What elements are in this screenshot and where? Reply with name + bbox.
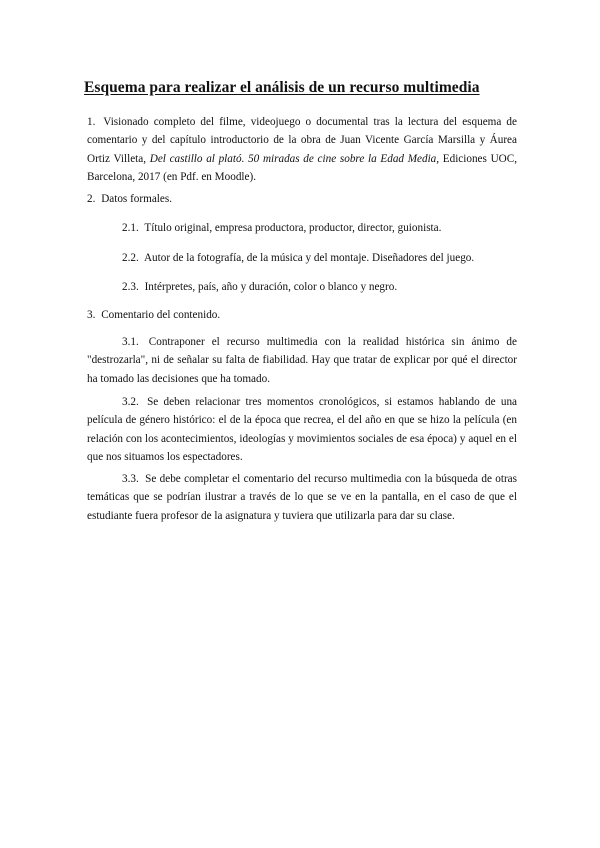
item-2-heading: [87, 190, 517, 208]
subitem-3-1: [87, 333, 517, 388]
subitem-3-2-number: 3.2.: [122, 396, 139, 408]
subitem-2-3-text: Intérpretes, país, año y duración, color o blanco y negro.: [144, 281, 398, 293]
item-3-number: 3.: [87, 309, 96, 321]
subitem-3-1-text: Contraponer el recurso multimedia con la realidad histórica sin ánimo de "destrozarla", ni de señalar su falta de fiabilidad. Hay que tratar de explicar por qué el director ha tomado las decisiones que ha tomado.: [87, 336, 517, 385]
item-3-heading: [87, 306, 517, 324]
item-2-number: 2.: [87, 193, 96, 205]
subitem-2-2-number: 2.2.: [122, 252, 139, 264]
item-1-text-after: , Ediciones UOC, Barcelona, 2017 (en Pdf. en Moodle).: [87, 152, 517, 184]
book-title: Del castillo al plató. 50 miradas de cine sobre la Edad Media: [149, 152, 437, 165]
item-2-heading-text: Datos formales.: [101, 193, 173, 205]
item-1: [87, 113, 517, 187]
subitem-3-3-number: 3.3.: [122, 473, 139, 485]
subitem-2-2: [122, 249, 517, 267]
page-title: Esquema para realizar el análisis de un recurso multimedia: [84, 79, 480, 96]
subitem-2-1: [122, 219, 517, 237]
item-1-number: 1.: [87, 116, 96, 128]
item-1-text-before: Visionado completo del filme, videojuego o documental tras la lectura del esquema de comentario y del capítulo introductorio de la obra de Juan Vicente García Marsilla y Áurea Ortiz Villeta,: [87, 116, 517, 165]
subitem-3-1-number: 3.1.: [122, 336, 139, 348]
subitem-2-3-number: 2.3.: [122, 281, 139, 293]
subitem-2-3: [122, 278, 517, 296]
subitem-3-2: [87, 393, 517, 467]
subitem-2-1-text: Título original, empresa productora, productor, director, guionista.: [144, 222, 442, 234]
subitem-2-2-text: Autor de la fotografía, de la música y del montaje. Diseñadores del juego.: [143, 252, 475, 264]
subitem-3-2-text: Se deben relacionar tres momentos cronológicos, si estamos hablando de una película de género histórico: el de la época que recrea, el del año en que se hizo la película (en relación con los acontecimientos, ideologías y movimientos sociales de esa época) y aquel en el que nos situamos los espectadores.: [87, 396, 517, 464]
subitem-3-3: [87, 470, 517, 525]
subitem-2-1-number: 2.1.: [122, 222, 139, 234]
item-3-heading-text: Comentario del contenido.: [101, 309, 221, 321]
subitem-3-3-text: Se debe completar el comentario del recurso multimedia con la búsqueda de otras temáticas que se podrían ilustrar a través de lo que se ve en la pantalla, en el caso de que el estudiante fuera profesor de la asignatura y tuviera que utilizarla para dar su clase.: [87, 473, 517, 522]
